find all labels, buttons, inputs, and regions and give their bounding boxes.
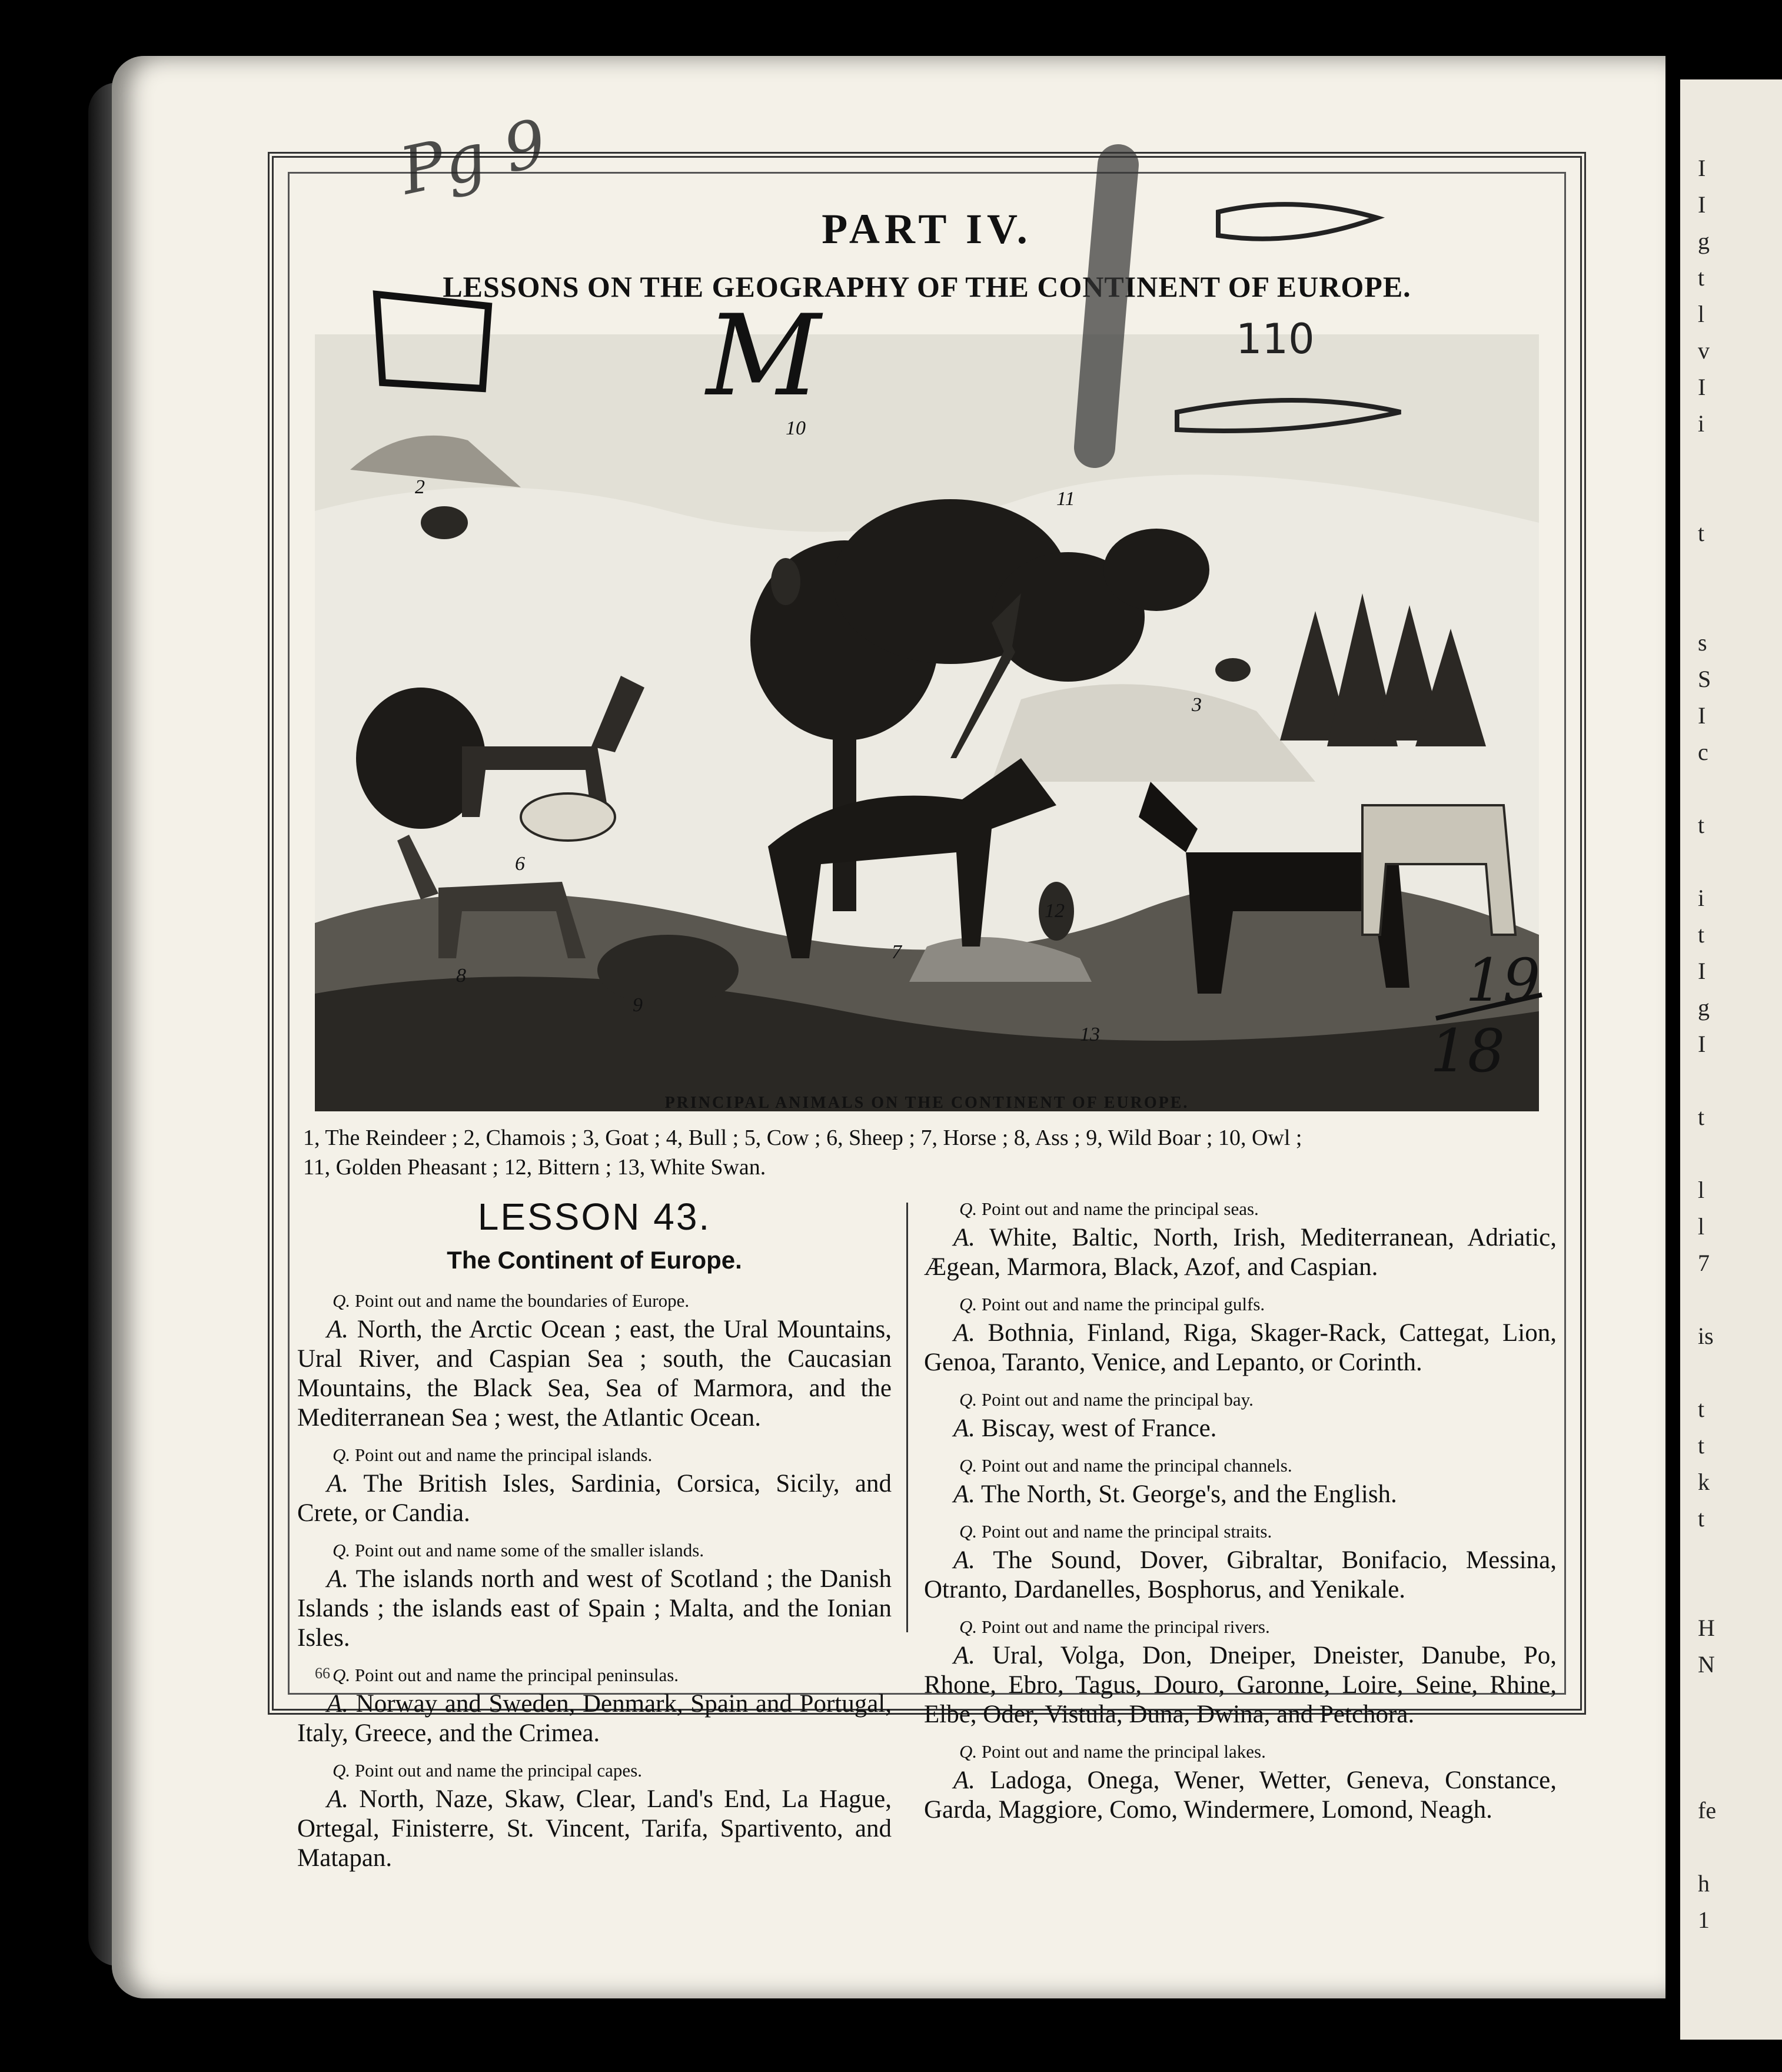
question-text: Point out and name the principal islands. xyxy=(354,1445,653,1465)
question-prefix: Q. xyxy=(333,1760,351,1781)
legend-line-2: 11, Golden Pheasant ; 12, Bittern ; 13, White Swan. xyxy=(303,1155,766,1180)
answer xyxy=(297,1315,892,1433)
answer-prefix: A. xyxy=(953,1766,976,1794)
handwriting-110: 110 xyxy=(1236,315,1315,363)
answer-text: Norway and Sweden, Denmark, Spain and Portugal, Italy, Greece, and the Crimea. xyxy=(297,1690,892,1747)
question xyxy=(333,1442,892,1468)
answer-text: White, Baltic, North, Irish, Mediterranean, Adriatic, Ægean, Marmora, Black, Azof, and Caspian. xyxy=(924,1224,1557,1281)
qa-list-right xyxy=(924,1196,1557,1825)
facing-page xyxy=(1680,79,1782,2040)
question xyxy=(959,1387,1557,1413)
question xyxy=(959,1519,1557,1545)
question-text: Point out and name the principal gulfs. xyxy=(981,1294,1265,1314)
question-prefix: Q. xyxy=(959,1294,978,1314)
question-text: Point out and name the principal channels. xyxy=(981,1455,1292,1476)
answer xyxy=(924,1319,1557,1377)
column-divider xyxy=(906,1203,908,1632)
answer-prefix: A. xyxy=(953,1319,976,1347)
answer-prefix: A. xyxy=(953,1414,976,1442)
answer xyxy=(297,1689,892,1748)
answer-prefix: A. xyxy=(327,1785,349,1813)
answer xyxy=(297,1785,892,1873)
question-prefix: Q. xyxy=(333,1540,351,1560)
question-prefix: Q. xyxy=(333,1290,351,1311)
question xyxy=(333,1538,892,1563)
animal-number-11: 11 xyxy=(1056,488,1075,510)
answer-prefix: A. xyxy=(327,1565,349,1593)
question-text: Point out and name the principal capes. xyxy=(354,1760,643,1781)
question xyxy=(959,1614,1557,1640)
question xyxy=(959,1453,1557,1479)
answer xyxy=(924,1766,1557,1825)
lesson-subtitle: The Continent of Europe. xyxy=(447,1246,742,1274)
animal-legend xyxy=(303,1123,1562,1182)
answer xyxy=(297,1469,892,1528)
legend-line-1: 1, The Reindeer ; 2, Chamois ; 3, Goat ; 4, Bull ; 5, Cow ; 6, Sheep ; 7, Horse ; 8, Ass ; 9, Wild Boar ; 10, Owl ; xyxy=(303,1125,1302,1150)
question-text: Point out and name the principal lakes. xyxy=(981,1741,1266,1762)
answer xyxy=(297,1565,892,1653)
answer xyxy=(924,1414,1557,1443)
illustration-caption: PRINCIPAL ANIMALS ON THE CONTINENT OF EUROPE. xyxy=(664,1094,1189,1112)
question-text: Point out and name the principal seas. xyxy=(981,1198,1259,1219)
answer xyxy=(924,1546,1557,1605)
answer-prefix: A. xyxy=(953,1642,976,1669)
qa-list-left xyxy=(297,1288,892,1873)
answer xyxy=(924,1641,1557,1729)
lesson-title: LESSON 43. xyxy=(477,1196,712,1238)
answer-text: The North, St. George's, and the English. xyxy=(981,1480,1397,1508)
question xyxy=(959,1739,1557,1765)
answer-prefix: A. xyxy=(953,1224,976,1251)
question-text: Point out and name the principal straits. xyxy=(981,1521,1272,1542)
answer-text: Ladoga, Onega, Wener, Wetter, Geneva, Constance, Garda, Maggiore, Como, Windermere, Lomond, Neagh. xyxy=(924,1766,1557,1824)
answer-prefix: A. xyxy=(327,1316,349,1343)
question-prefix: Q. xyxy=(333,1445,351,1465)
left-column xyxy=(297,1194,892,1882)
question-text: Point out and name some of the smaller islands. xyxy=(354,1540,704,1560)
page-number: 66 xyxy=(315,1665,330,1682)
page-frame xyxy=(268,152,1586,1872)
answer xyxy=(924,1480,1557,1509)
answer-prefix: A. xyxy=(327,1470,349,1497)
animal-number-10: 10 xyxy=(786,417,806,439)
answer-text: North, Naze, Skaw, Clear, Land's End, La Hague, Ortegal, Finisterre, St. Vincent, Tarifa, Spartivento, and Matapan. xyxy=(297,1785,892,1872)
handwriting-top: Pg 9 xyxy=(393,105,553,210)
handwriting-fraction-bottom: 18 xyxy=(1430,1017,1505,1085)
animal-number-8: 8 xyxy=(456,965,466,987)
part-title: PART IV. xyxy=(822,205,1032,253)
animal-number-2: 2 xyxy=(415,476,425,498)
question xyxy=(333,1662,892,1688)
answer-text: The British Isles, Sardinia, Corsica, Sicily, and Crete, or Candia. xyxy=(297,1470,892,1527)
animal-number-12: 12 xyxy=(1045,900,1065,922)
animal-number-13: 13 xyxy=(1080,1024,1100,1045)
question-prefix: Q. xyxy=(959,1455,978,1476)
question-prefix: Q. xyxy=(959,1521,978,1542)
answer-text: Bothnia, Finland, Riga, Skager-Rack, Cattegat, Lion, Genoa, Taranto, Venice, and Lepanto, or Corinth. xyxy=(924,1319,1557,1376)
question-prefix: Q. xyxy=(959,1389,978,1410)
question-text: Point out and name the principal rivers. xyxy=(981,1616,1270,1637)
question xyxy=(333,1288,892,1314)
answer-prefix: A. xyxy=(953,1546,976,1574)
answer-text: The Sound, Dover, Gibraltar, Bonifacio, Messina, Otranto, Dardanelles, Bosphorus, and Yenikale. xyxy=(924,1546,1557,1603)
handwriting-m: M xyxy=(706,291,821,421)
answer-text: The islands north and west of Scotland ; the Danish Islands ; the islands east of Spain ; Malta, and the Ionian Isles. xyxy=(297,1565,892,1652)
answer-text: North, the Arctic Ocean ; east, the Ural Mountains, Ural River, and Caspian Sea ; south, the Caucasian Mountains, the Black Sea, Sea of Marmora, and the Mediterranean Sea ; west, the Atlantic Ocean. xyxy=(297,1316,892,1432)
question-prefix: Q. xyxy=(959,1616,978,1637)
question xyxy=(333,1758,892,1784)
section-subtitle: LESSONS ON THE GEOGRAPHY OF THE CONTINENT OF EUROPE. xyxy=(443,270,1411,303)
handwriting-fraction-top: 19 xyxy=(1465,946,1541,1015)
question-prefix: Q. xyxy=(959,1198,978,1219)
question-prefix: Q. xyxy=(959,1741,978,1762)
question-text: Point out and name the boundaries of Europe. xyxy=(354,1290,690,1311)
question-text: Point out and name the principal peninsulas. xyxy=(354,1665,679,1685)
animal-number-9: 9 xyxy=(633,994,643,1016)
facing-page-text: I I g t l v I i t s S I c t i t I g I t l l 7 is t t k t H N fe h 1 xyxy=(1698,155,1717,1933)
question-text: Point out and name the principal bay. xyxy=(981,1389,1254,1410)
answer-prefix: A. xyxy=(953,1480,976,1508)
question xyxy=(959,1291,1557,1317)
answer-text: Ural, Volga, Don, Dneiper, Dneister, Danube, Po, Rhone, Ebro, Tagus, Douro, Garonne, Loire, Seine, Rhine, Elbe, Oder, Vistula, Duna, Dwina, and Petchora. xyxy=(924,1642,1557,1728)
animal-number-6: 6 xyxy=(515,853,525,875)
animal-number-3: 3 xyxy=(1192,694,1202,716)
question-prefix: Q. xyxy=(333,1665,351,1685)
animal-number-7: 7 xyxy=(892,941,902,963)
answer xyxy=(924,1223,1557,1282)
right-column xyxy=(924,1194,1557,1834)
question xyxy=(959,1196,1557,1222)
answer-text: Biscay, west of France. xyxy=(981,1414,1217,1442)
answer-prefix: A. xyxy=(327,1690,349,1718)
animals-engraving xyxy=(315,334,1539,1111)
